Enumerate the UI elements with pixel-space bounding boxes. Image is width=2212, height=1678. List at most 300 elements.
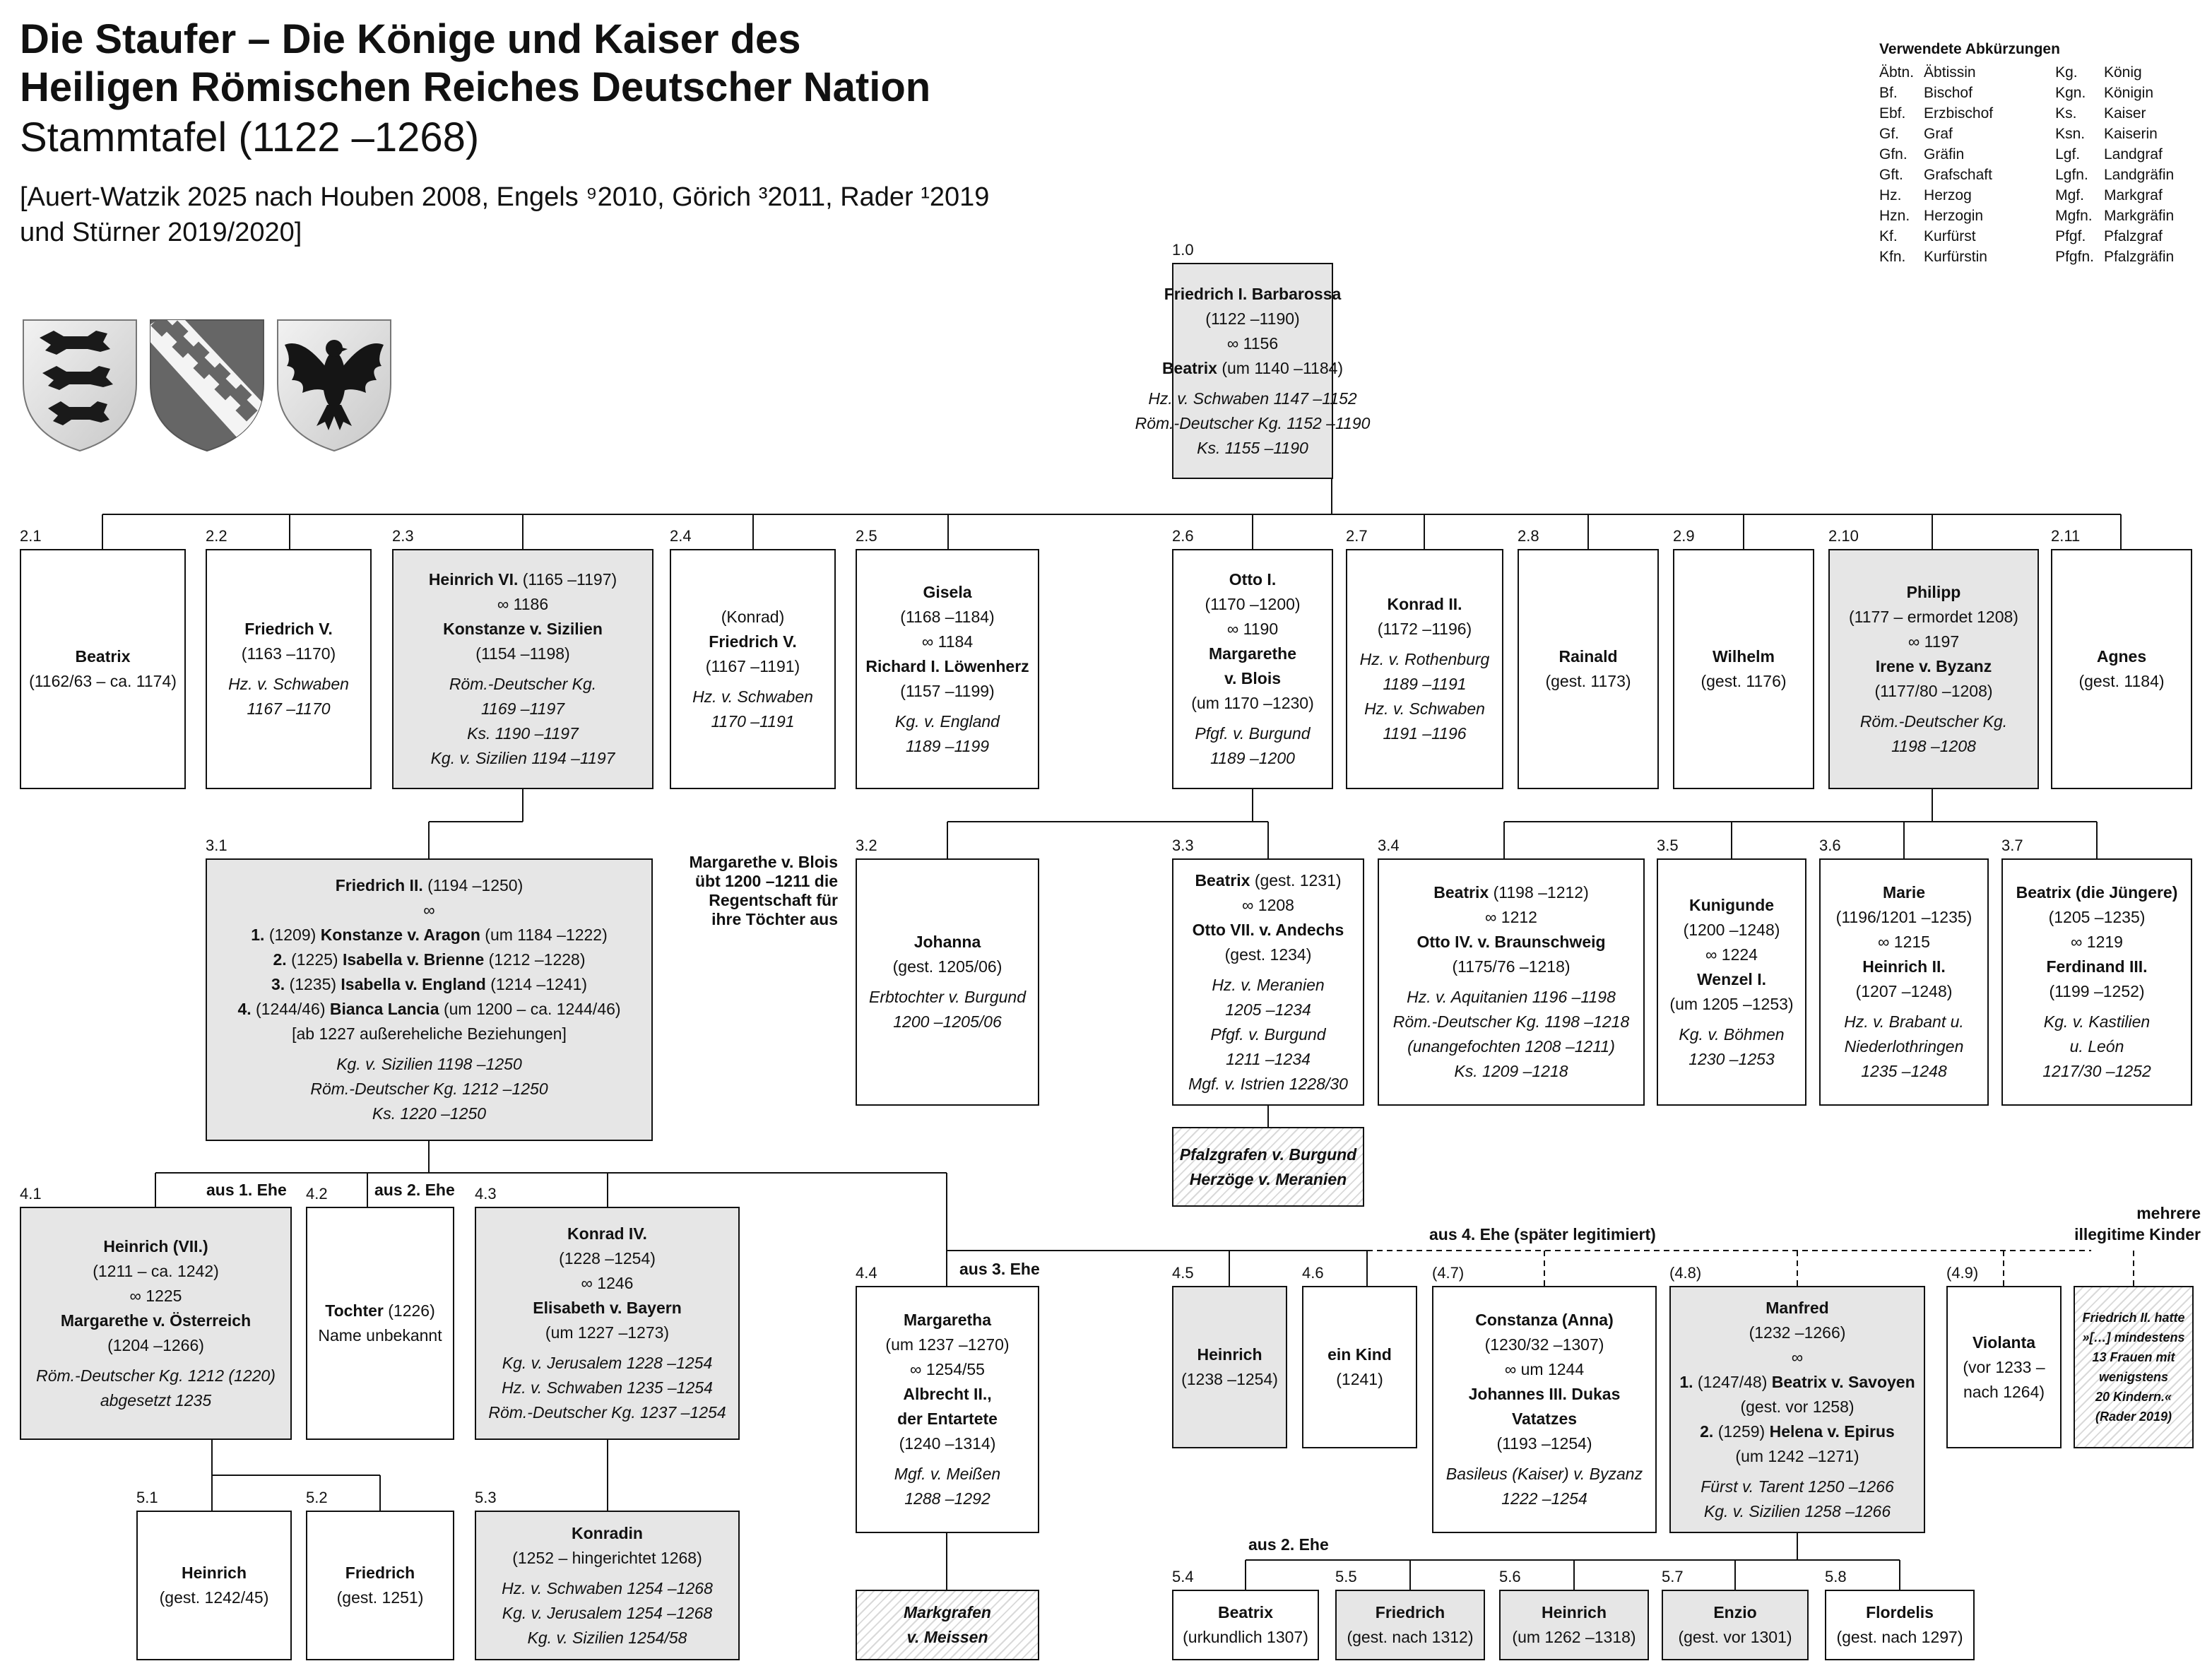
node-text: Erbtochter v. Burgund <box>868 988 1027 1006</box>
node-text: ∞ um 1244 <box>1504 1360 1585 1378</box>
node-text: Bianca Lancia <box>329 1000 439 1018</box>
node-line <box>271 972 587 997</box>
node-number: 2.6 <box>1172 527 1194 545</box>
node-line <box>1559 644 1617 669</box>
node-line <box>1383 672 1466 697</box>
node-line <box>1383 721 1466 746</box>
abbreviation-short: Pfgf. <box>2055 228 2086 244</box>
node-line <box>900 605 994 630</box>
node-text: 1230 –1253 <box>1688 1049 1775 1068</box>
node-line <box>894 1462 1000 1487</box>
node-line <box>923 580 971 605</box>
node-line <box>431 746 615 771</box>
node-text: Hz. v. Brabant u. <box>1844 1012 1964 1031</box>
node-text: Hz. v. Meranien <box>1212 975 1325 994</box>
node-line <box>1713 644 1775 669</box>
node-text: Violanta <box>1972 1333 2036 1352</box>
node-text: Albrecht II., <box>903 1385 992 1403</box>
node-text: 1198 –1208 <box>1891 736 1976 755</box>
node-line <box>244 617 332 642</box>
node-line <box>443 617 603 642</box>
node-text: Heinrich VI. <box>428 570 519 589</box>
node-line <box>904 1308 991 1333</box>
source-line-2: und Stürner 2019/2020] <box>20 218 302 247</box>
node-text: der Entartete <box>897 1410 998 1428</box>
node-line <box>1679 1022 1784 1047</box>
node-text: ∞ <box>1791 1347 1804 1366</box>
node-text: Beatrix <box>1433 883 1489 902</box>
node-heinrich-vi <box>392 549 653 789</box>
node-beatrix-3-4 <box>1378 858 1645 1106</box>
node-margaretha <box>856 1286 1039 1533</box>
node-text: Heinrich <box>1197 1345 1262 1364</box>
node-text: (1194 –1250) <box>427 876 524 894</box>
source-line-1: [Auert-Watzik 2025 nach Houben 2008, Engels ⁹2010, Görich ³2011, Rader ¹2019 <box>20 182 990 212</box>
node-text: (um 1242 –1271) <box>1735 1446 1859 1465</box>
node-line <box>533 1296 682 1320</box>
abbreviation-long: Bischof <box>1924 85 1973 101</box>
illegitim-line-2: illegitime Kinder <box>2074 1225 2201 1243</box>
node-text: Heinrich II. <box>1862 957 1946 976</box>
node-line <box>1866 1600 1934 1625</box>
node-line <box>1862 955 1946 979</box>
node-text: ∞ 1212 <box>1485 908 1537 926</box>
quote-box <box>2074 1286 2194 1448</box>
node-konrad-ii <box>1346 549 1503 789</box>
abbreviation-short: Lgf. <box>2055 146 2081 163</box>
node-text: (1232 –1266) <box>1749 1323 1846 1342</box>
node-text: Margarethe v. Österreich <box>60 1311 252 1330</box>
node-text: 1. <box>251 926 265 944</box>
node-line <box>885 1333 1009 1357</box>
node-line <box>372 1101 486 1126</box>
node-text: Otto IV. v. Braunschweig <box>1416 933 1606 951</box>
abbreviation-heading: Verwendete Abkürzungen <box>1879 41 2060 57</box>
node-text: (1247/48) <box>1697 1372 1768 1391</box>
node-text: 1169 –1197 <box>480 699 565 718</box>
node-text: Friedrich II. <box>335 876 423 894</box>
node-number: 3.7 <box>2001 837 2023 854</box>
node-line <box>1197 1342 1262 1367</box>
node-text: (1228 –1254) <box>559 1249 656 1268</box>
node-line <box>721 605 784 630</box>
node-number: 2.10 <box>1828 527 1859 545</box>
node-text: (1157 –1199) <box>900 681 995 700</box>
node-number: 5.5 <box>1335 1568 1357 1585</box>
node-line <box>1501 1487 1587 1511</box>
node-text: (1154 –1198) <box>475 644 570 663</box>
node-text: Röm.-Deutscher Kg. 1212 –1250 <box>310 1080 548 1098</box>
node-line <box>711 709 794 734</box>
node-line <box>1454 1059 1568 1084</box>
node-line <box>337 1585 424 1610</box>
node-text: wenigstens <box>2098 1370 2169 1384</box>
node-kunigunde <box>1657 858 1806 1106</box>
node-line <box>2078 669 2164 694</box>
node-text: (um 1205 –1253) <box>1669 994 1794 1013</box>
node-line <box>336 1052 522 1077</box>
node-line <box>1883 880 1925 905</box>
abbreviation-long: Königin <box>2103 85 2154 101</box>
node-manfred <box>1669 1286 1925 1533</box>
node-text: Röm.-Deutscher Kg. <box>1859 711 2008 731</box>
node-text: (1214 –1241) <box>490 975 588 993</box>
node-number: 3.3 <box>1172 837 1194 854</box>
abbreviation-short: Kfn. <box>1879 249 1906 265</box>
node-text: ∞ 1184 <box>921 632 974 651</box>
node-text: Konstanze v. Aragon <box>320 926 480 944</box>
node-text: Constanza (Anna) <box>1475 1311 1614 1329</box>
node-konrad-iv <box>475 1207 740 1440</box>
node-line <box>581 1271 634 1296</box>
node-text: 4. <box>237 1000 252 1018</box>
abbreviation-short: Pfgfn. <box>2055 249 2094 265</box>
node-text: Helena v. Epirus <box>1769 1422 1895 1441</box>
abbreviation-short: Kg. <box>2055 64 2078 81</box>
abbreviation-long: Kaiser <box>2103 105 2146 122</box>
node-text: (1209) <box>268 926 317 944</box>
abbreviation-short: Gf. <box>1879 126 1900 142</box>
node-line <box>502 1376 713 1400</box>
node-line <box>1416 930 1605 955</box>
node-line <box>1210 1022 1325 1047</box>
node-line <box>1860 709 2007 734</box>
node-line <box>429 567 617 592</box>
node-text: (gest. 1251) <box>336 1588 424 1607</box>
node-line <box>325 1299 435 1323</box>
node-line <box>1836 905 1973 930</box>
node-text: Gisela <box>923 582 972 601</box>
node-line <box>1740 1395 1854 1419</box>
node-line <box>567 1222 647 1246</box>
node-text: Röm.-Deutscher Kg. 1237 –1254 <box>488 1403 726 1422</box>
node-number: 2.7 <box>1346 527 1368 545</box>
abbreviation-long: Pfalzgräfin <box>2103 249 2175 265</box>
node-beatrix-5-4 <box>1172 1590 1319 1660</box>
node-line <box>2046 955 2147 979</box>
node-line <box>904 1600 991 1625</box>
node-text: Friedrich II. hatte <box>2082 1311 2185 1325</box>
node-text: (gest. 1205/06) <box>892 957 1003 976</box>
node-text: Hz. v. Schwaben 1254 –1268 <box>502 1578 713 1597</box>
node-line <box>559 1246 656 1271</box>
node-line <box>100 1388 211 1413</box>
abbreviation-short: Ks. <box>2055 105 2077 122</box>
node-text: (gest. 1184) <box>2078 672 2165 690</box>
node-line <box>1713 1600 1756 1625</box>
node-text: 1191 –1196 <box>1383 724 1467 743</box>
abbreviation-long: Kurfürst <box>1924 228 1976 244</box>
node-line <box>903 1382 991 1407</box>
node-number: 4.4 <box>856 1264 877 1282</box>
node-line <box>497 592 548 617</box>
node-line <box>1225 943 1312 967</box>
node-line <box>467 721 579 746</box>
node-line <box>502 1351 712 1376</box>
node-line <box>706 654 800 679</box>
node-number: 2.1 <box>20 527 42 545</box>
abbreviation-short: Hzn. <box>1879 208 1910 224</box>
node-text: (um 1237 –1270) <box>885 1335 1010 1354</box>
node-line <box>1227 331 1278 356</box>
abbreviation-long: Landgraf <box>2103 146 2163 163</box>
node-text: Röm.-Deutscher Kg. 1198 –1218 <box>1392 1012 1630 1031</box>
node-line <box>1193 918 1344 943</box>
node-text: Friedrich <box>345 1564 415 1582</box>
node-line <box>1183 1625 1308 1650</box>
node-line <box>1469 1382 1621 1407</box>
node-text: abgesetzt 1235 <box>100 1390 212 1410</box>
node-text: (1177/80 –1208) <box>1874 681 1993 700</box>
node-line <box>922 630 973 654</box>
node-line <box>1227 617 1278 642</box>
node-text: (1207 –1248) <box>1855 982 1953 1000</box>
node-line <box>1210 746 1295 771</box>
node-text: (gest. 1231) <box>1254 870 1342 890</box>
node-line <box>1197 436 1308 461</box>
node-text: (1200 –1248) <box>1683 920 1780 939</box>
node-text: Kg. v. England <box>895 711 1000 731</box>
abbreviation-long: Pfalzgraf <box>2103 228 2163 244</box>
node-text: 1189 –1200 <box>1210 749 1295 767</box>
node-text: Ferdinand III. <box>2046 957 2148 976</box>
node-text: (Rader 2019) <box>2095 1410 2172 1424</box>
node-line <box>572 1521 643 1546</box>
node-text: Margaretha <box>904 1311 991 1329</box>
node-number: 4.5 <box>1172 1264 1194 1282</box>
node-line <box>36 1364 276 1388</box>
abbreviation-long: Kurfürstin <box>1924 249 1987 265</box>
node-text: (1241) <box>1336 1370 1383 1388</box>
node-text: (1172 –1196) <box>1377 620 1472 638</box>
node-text: (um 1170 –1230) <box>1191 694 1314 712</box>
node-line <box>1195 868 1341 893</box>
node-text: (um 1184 –1222) <box>485 926 608 944</box>
node-line <box>1705 943 1758 967</box>
node-line <box>1679 1370 1915 1395</box>
node-tochter <box>306 1207 454 1440</box>
node-text: (1226) <box>388 1301 435 1320</box>
node-text: Name unbekannt <box>318 1326 442 1345</box>
node-marie <box>1819 858 1989 1106</box>
node-text: (gest. 1176) <box>1701 672 1787 690</box>
node-line <box>1195 721 1310 746</box>
abbreviation-short: Hz. <box>1879 187 1902 203</box>
title-line-2: Heiligen Römischen Reiches Deutscher Nation <box>20 64 931 110</box>
node-text: Kg. v. Kastilien <box>2043 1012 2151 1031</box>
node-text: ∞ 1186 <box>497 595 549 613</box>
node-line <box>1973 1330 2035 1355</box>
node-line <box>2095 1387 2172 1407</box>
node-text: (1175/76 –1218) <box>1452 957 1571 976</box>
node-line <box>1327 1342 1392 1367</box>
node-line <box>1963 1380 2045 1405</box>
node-text: (1225) <box>291 950 338 969</box>
node-text: Niederlothringen <box>1844 1037 1964 1056</box>
node-line <box>160 1585 269 1610</box>
node-line <box>1188 1072 1348 1097</box>
node-beatrix-die-juengere <box>2001 858 2192 1106</box>
node-text: u. León <box>2069 1037 2124 1056</box>
node-line <box>1749 1320 1846 1345</box>
node-text: Beatrix (die Jüngere) <box>2016 883 2178 902</box>
node-text: (1211 – ca. 1242) <box>93 1261 219 1280</box>
node-text: Rainald <box>1559 647 1618 666</box>
node-line <box>528 1626 687 1650</box>
node-text: Konstanze v. Sizilien <box>443 620 603 638</box>
abbreviation-short: Ebf. <box>1879 105 1906 122</box>
node-line <box>2042 1059 2151 1084</box>
node-text: (1230/32 –1307) <box>1484 1335 1604 1354</box>
abbreviation-short: Gfn. <box>1879 146 1908 163</box>
node-text: Röm.-Deutscher Kg. 1152 –1190 <box>1135 413 1371 432</box>
node-line <box>895 709 1000 734</box>
node-text: Kunigunde <box>1688 895 1775 914</box>
node-line <box>423 898 434 923</box>
node-number: 1.0 <box>1172 241 1194 259</box>
node-line <box>1669 992 1793 1017</box>
node-text: ∞ <box>423 901 435 919</box>
node-number: (4.7) <box>1432 1264 1465 1282</box>
node-otto-i <box>1172 549 1333 789</box>
node-text: Elisabeth v. Bayern <box>533 1299 682 1317</box>
node-number: 2.3 <box>392 527 414 545</box>
node-text: Beatrix v. Savoyen <box>1771 1372 1915 1391</box>
node-line <box>1688 1047 1775 1072</box>
node-text: Konrad IV. <box>567 1224 647 1243</box>
abbreviation-long: Markgräfin <box>2103 208 2175 224</box>
abbreviation-short: Kf. <box>1879 228 1898 244</box>
title-line-3: Stammtafel (1122 –1268) <box>20 114 480 160</box>
node-line <box>318 1323 442 1348</box>
node-text: (1163 –1170) <box>241 644 336 663</box>
node-friedrich-5-5 <box>1335 1590 1485 1660</box>
abbreviation-long: Kaiserin <box>2103 126 2158 142</box>
node-line <box>1891 734 1976 759</box>
node-line <box>1181 1367 1278 1392</box>
node-text: Kg. v. Sizilien 1258 –1266 <box>1703 1501 1891 1520</box>
node-text: (um 1227 –1273) <box>545 1323 670 1342</box>
node-number: 3.4 <box>1378 837 1400 854</box>
node-text: (1240 –1314) <box>899 1434 996 1453</box>
node-line <box>449 672 596 697</box>
node-text: 13 Frauen mit <box>2092 1350 2175 1364</box>
node-text: ∞ 1246 <box>581 1274 634 1292</box>
node-text: Hz. v. Schwaben 1235 –1254 <box>502 1378 713 1397</box>
node-number: 5.7 <box>1662 1568 1684 1585</box>
node-text: Konrad II. <box>1387 595 1462 613</box>
node-text: ∞ 1224 <box>1705 945 1758 964</box>
node-konradin <box>475 1511 740 1660</box>
node-line <box>1766 1296 1828 1320</box>
node-violanta <box>1946 1286 2062 1448</box>
node-text: Mgf. v. Istrien 1228/30 <box>1188 1074 1348 1093</box>
node-text: (urkundlich 1307) <box>1183 1628 1308 1646</box>
node-number: 3.1 <box>206 837 227 854</box>
node-text: (gest. nach 1297) <box>1836 1628 1963 1646</box>
node-line <box>893 1010 1002 1034</box>
label-aus-3-ehe: aus 3. Ehe <box>959 1260 1040 1278</box>
node-text: Wilhelm <box>1713 647 1775 666</box>
node-line <box>1336 1367 1383 1392</box>
node-line <box>2082 1328 2184 1347</box>
node-text: Beatrix <box>1218 1603 1273 1621</box>
node-text: Basileus (Kaiser) v. Byzanz <box>1445 1465 1643 1483</box>
node-text: (um 1262 –1318) <box>1512 1628 1636 1646</box>
node-text: Agnes <box>2096 647 2147 666</box>
node-text: 20 Kindern.« <box>2095 1390 2172 1404</box>
node-text: Pfgf. v. Burgund <box>1210 1024 1326 1044</box>
node-text: Pfalzgrafen v. Burgund <box>1179 1145 1357 1164</box>
label-aus-2-ehe: aus 2. Ehe <box>374 1181 455 1199</box>
node-text: (um 1200 – ca. 1244/46) <box>443 1000 621 1018</box>
node-line <box>1844 1010 1964 1034</box>
node-line <box>2016 880 2178 905</box>
node-line <box>692 685 813 709</box>
abbreviation-short: Lgfn. <box>2055 167 2088 183</box>
node-text: (1122 –1190) <box>1205 309 1300 328</box>
node-text: Philipp <box>1906 582 1961 601</box>
node-text: (1167 –1191) <box>705 656 800 675</box>
node-line <box>1378 617 1472 642</box>
node-text: ∞ 1225 <box>129 1286 182 1305</box>
node-wilhelm <box>1673 549 1814 789</box>
abbreviation-long: Gräfin <box>1924 146 1965 163</box>
node-line <box>475 642 569 666</box>
node-philipp <box>1828 549 2039 789</box>
node-ein-kind <box>1302 1286 1417 1448</box>
node-line <box>906 734 989 759</box>
node-number: 4.2 <box>306 1185 328 1203</box>
node-line <box>29 669 177 694</box>
node-text: Markgrafen <box>904 1603 991 1621</box>
node-text: (vor 1233 – <box>1963 1357 2045 1376</box>
node-text: v. Blois <box>1224 669 1282 687</box>
node-line <box>1229 567 1276 592</box>
node-text: Margarethe <box>1209 644 1296 663</box>
node-text: 1189 –1191 <box>1383 675 1467 693</box>
node-text: (Konrad) <box>721 607 785 626</box>
node-text: (1244/46) <box>256 1000 326 1018</box>
node-text: (1204 –1266) <box>107 1335 204 1354</box>
node-line <box>1485 905 1537 930</box>
node-text: 1222 –1254 <box>1501 1489 1587 1508</box>
node-friedrich-v-2-2 <box>206 549 372 789</box>
node-line <box>1407 985 1616 1010</box>
node-number: 5.1 <box>136 1489 158 1506</box>
abbreviation-long: Herzog <box>1924 187 1972 203</box>
node-text: (gest. vor 1301) <box>1678 1628 1792 1646</box>
node-line <box>1446 1462 1643 1487</box>
node-text: 3. <box>271 975 285 993</box>
node-text: Röm.-Deutscher Kg. <box>449 675 597 693</box>
regent-note <box>656 853 838 929</box>
node-line <box>512 1546 702 1571</box>
node-text: Kg. v. Sizilien 1198 –1250 <box>336 1055 522 1073</box>
node-line <box>1164 282 1342 307</box>
node-friedrich-5-2 <box>306 1511 454 1660</box>
node-line <box>488 1400 726 1425</box>
node-number: 5.3 <box>475 1489 497 1506</box>
node-text: ∞ 1190 <box>1226 620 1279 638</box>
node-text: ∞ 1219 <box>2071 933 2123 951</box>
node-beatrix-2-1 <box>20 549 186 789</box>
node-text: (1212 –1228) <box>488 950 586 969</box>
node-line <box>130 1284 182 1308</box>
node-agnes <box>2051 549 2192 789</box>
node-text: (gest. 1242/45) <box>159 1588 269 1607</box>
node-text: Irene v. Byzanz <box>1875 656 1992 675</box>
